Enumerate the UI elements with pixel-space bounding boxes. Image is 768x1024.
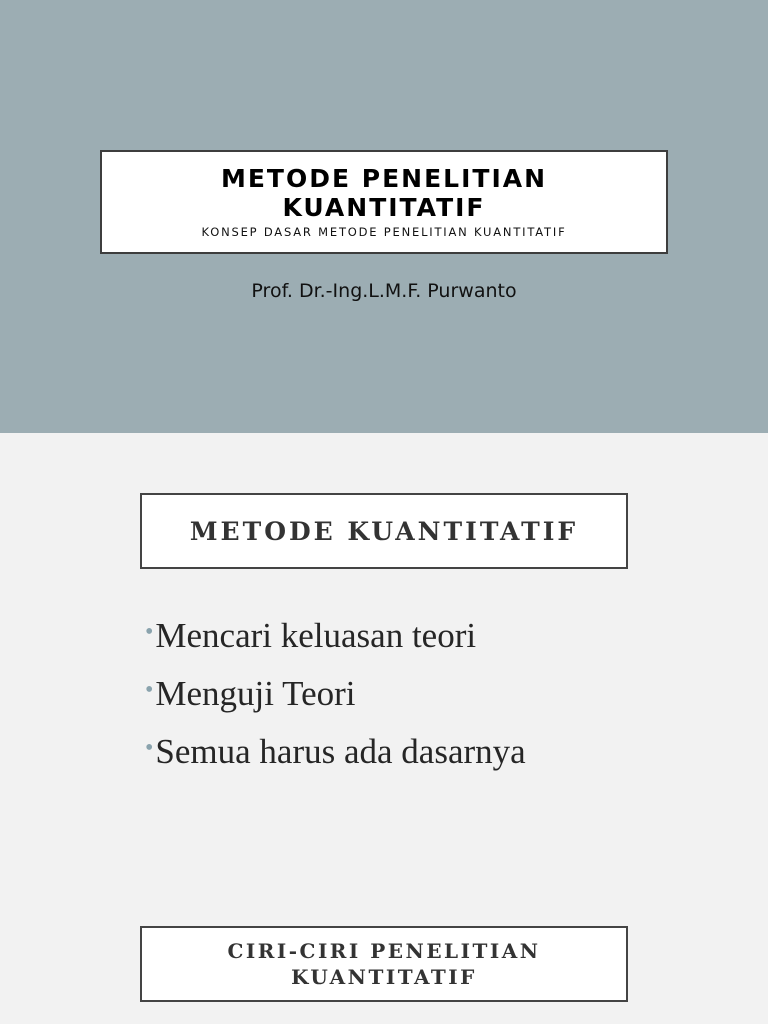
bullet-icon: • (145, 677, 154, 703)
content-slide (0, 433, 768, 1024)
next-section-heading-box (140, 926, 628, 1002)
presentation-title (102, 164, 666, 222)
bullet-icon: • (145, 619, 154, 645)
presentation-subtitle: KONSEP DASAR METODE PENELITIAN KUANTITATIF (201, 225, 567, 239)
bullet-text: Menguji Teori (155, 674, 356, 713)
heading-line-2: KUANTITATIF (291, 965, 477, 989)
list-item (145, 605, 705, 663)
title-line-2: KUANTITATIF (282, 193, 486, 222)
author-name: Prof. Dr.-Ing.L.M.F. Purwanto (251, 280, 517, 302)
title-line-1: METODE PENELITIAN (220, 164, 548, 193)
bullet-list (145, 605, 705, 779)
next-section-heading (227, 938, 540, 990)
heading-line-1: CIRI-CIRI PENELITIAN (227, 939, 541, 963)
title-slide (0, 0, 768, 433)
bullet-text: Semua harus ada dasarnya (155, 732, 526, 771)
bullet-icon: • (145, 735, 154, 761)
list-item (145, 721, 705, 779)
section-heading-box (140, 493, 628, 569)
section-heading: METODE KUANTITATIF (189, 516, 579, 546)
list-item (145, 663, 705, 721)
bullet-text: Mencari keluasan teori (155, 616, 477, 655)
title-box (100, 150, 668, 254)
